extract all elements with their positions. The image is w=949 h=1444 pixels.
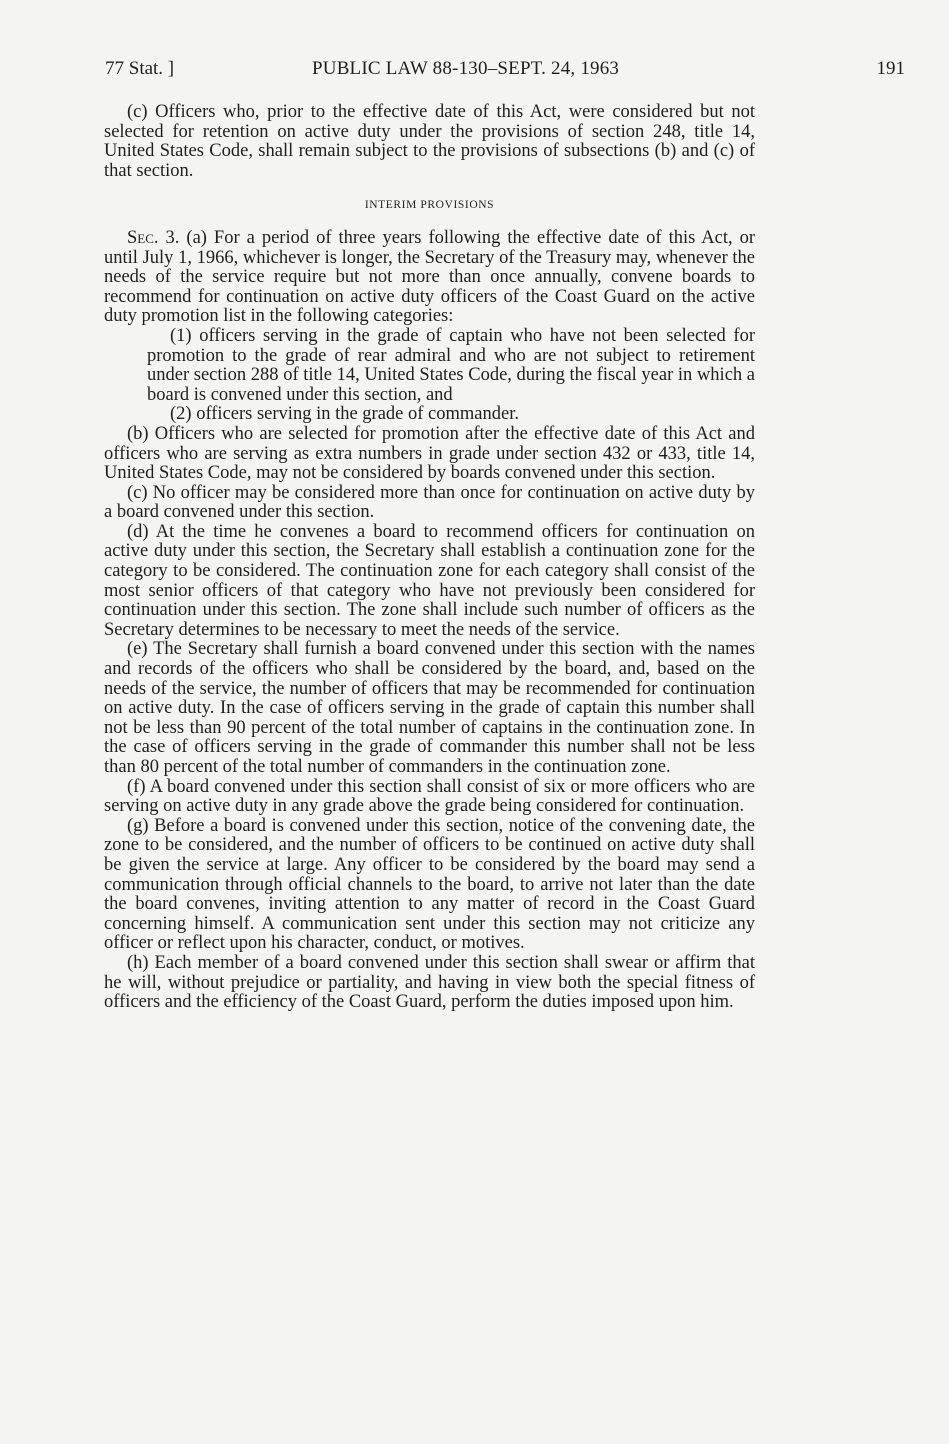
sec3-a-text: (a) For a period of three years following the effective date of this Act, or until July 1, 1966, whichever is longer, the Secretary of the Treasury may, whenever the needs of the service require but not more than once annually, convene boards to recommend for continuation on active duty officers of the Coast Guard on the active duty promotion list in the following categories: <box>104 227 756 327</box>
statute-citation: 77 Stat. ] <box>105 58 175 79</box>
list-item-1: (1) officers serving in the grade of captain who have not been selected for promotion to the grade of rear admiral and who are not subject to retirement under section 288 of title 14, United States Code, during the fiscal year in which a board is convened under this section, and <box>147 325 755 405</box>
section-heading: INTERIM PROVISIONS <box>364 199 495 212</box>
paragraph-g: (g) Before a board is convened under this section, notice of the convening date, the zone to be considered, and the number of officers to be continued on active duty shall be given the service at large. Any officer to be considered by the board may send a communication through official channels to the board, to arrive not later than the date the board convenes, inviting attention to any matter of record in the Coast Guard concerning himself. A communication sent under this section may not criticize any officer or reflect upon his character, conduct, or motives. <box>104 815 755 954</box>
section-label: Sec. 3. <box>127 227 180 248</box>
list-item-2: (2) officers serving in the grade of commander. <box>170 404 519 425</box>
document-body <box>104 103 755 1013</box>
paragraph-b: (b) Officers who are selected for promotion after the effective date of this Act and officers who are serving as extra numbers in grade under section 432 or 433, title 14, United States Code, may not be considered by boards convened under this section. <box>104 423 755 484</box>
paragraph-f: (f) A board convened under this section shall consist of six or more officers who are serving on active duty in any grade above the grade being considered for continuation. <box>104 776 755 817</box>
page-header <box>105 58 905 86</box>
paragraph-c: (c) No officer may be considered more than once for continuation on active duty by a board convened under this section. <box>104 482 755 523</box>
paragraph-sec3-a <box>104 229 755 327</box>
page-number: 191 <box>876 58 905 79</box>
paragraph-e: (e) The Secretary shall furnish a board convened under this section with the names and records of the officers who shall be considered by the board, and, based on the needs of the service, the number of officers that may be recommended for continuation on active duty. In the case of officers serving in the grade of captain this number shall not be less than 90 percent of the total number of captains in the continuation zone. In the case of officers serving in the grade of commander this number shall not be less than 80 percent of the total number of commanders in the continuation zone. <box>104 639 755 777</box>
paragraph-h: (h) Each member of a board convened under this section shall swear or affirm that he will, without prejudice or partiality, and having in view both the special fitness of officers and the efficiency of the Coast Guard, perform the duties imposed upon him. <box>104 952 755 1013</box>
running-title: PUBLIC LAW 88-130–SEPT. 24, 1963 <box>312 58 620 79</box>
paragraph-c-prior-officers: (c) Officers who, prior to the effective date of this Act, were considered but not selected for retention on active duty under the provisions of section 248, title 14, United States Code, shall remain subject to the provisions of subsections (b) and (c) of that section. <box>104 102 755 181</box>
paragraph-d: (d) At the time he convenes a board to recommend officers for continuation on active duty under this section, the Secretary shall establish a continuation zone for the category to be considered. The continuation zone for each category shall consist of the most senior officers of that category who have not previously been considered for continuation under this section. The zone shall include such number of officers as the Secretary determines to be necessary to meet the needs of the service. <box>104 521 755 640</box>
